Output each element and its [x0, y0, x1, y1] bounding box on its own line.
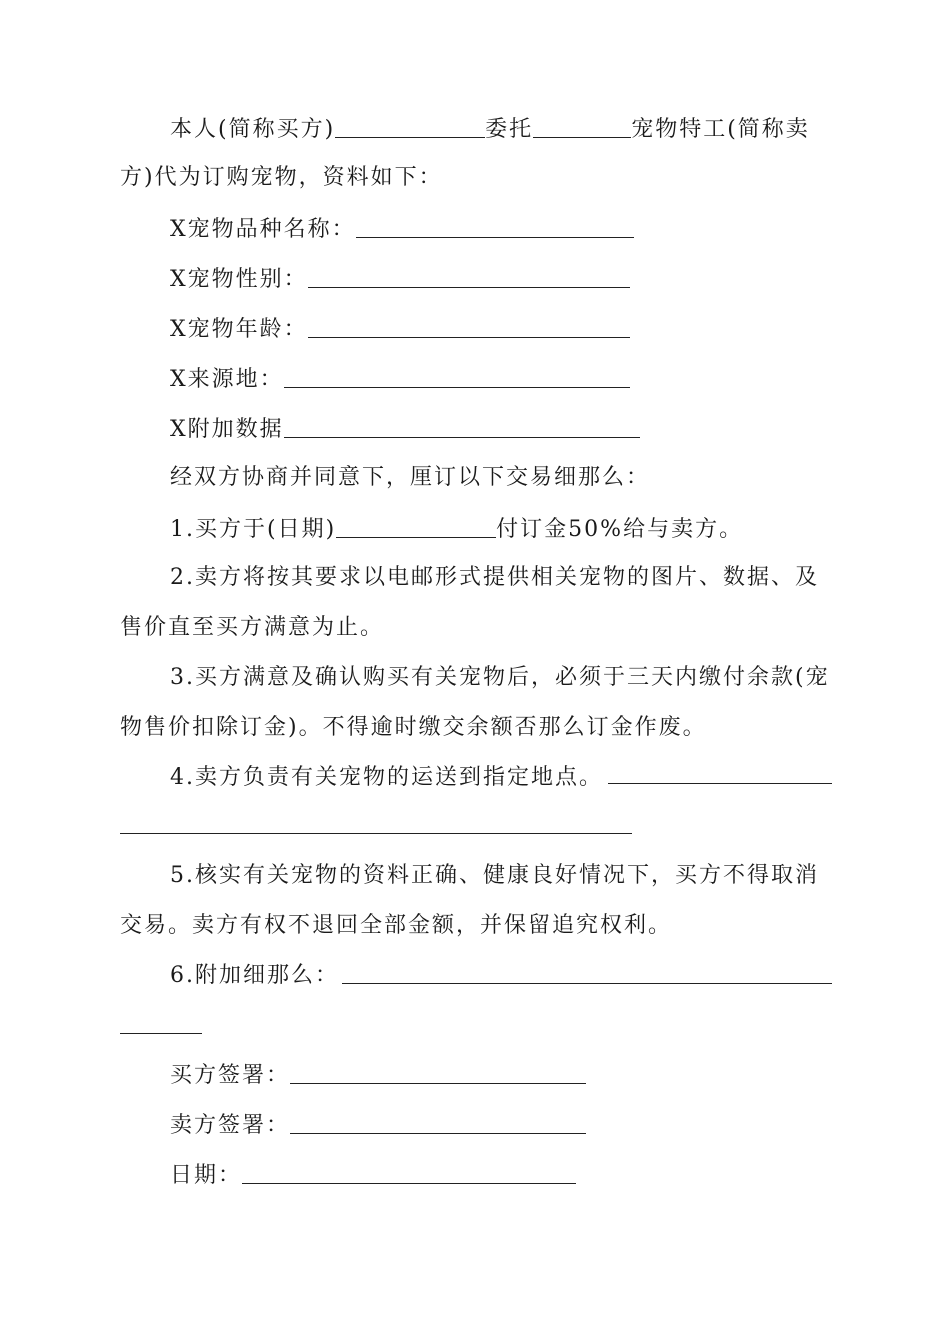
field-breed [170, 213, 634, 243]
seller-signature [170, 1109, 586, 1139]
intro-line-2 [120, 163, 443, 193]
item-2-text-2: 售价直至买方满意为止。 [120, 615, 385, 640]
item-2-line-2 [120, 613, 384, 643]
date-label: 日期： [170, 1163, 243, 1188]
field-origin-blank[interactable] [284, 365, 630, 388]
item-1 [170, 513, 743, 543]
field-origin [170, 363, 630, 393]
seller-signature-blank[interactable] [290, 1111, 586, 1134]
item-5-text-1: 5.核实有关宠物的资料正确、健康良好情况下，买方不得取消 [170, 863, 819, 888]
item-5-text-2: 交易。卖方有权不退回全部金额，并保留追究权利。 [120, 913, 673, 938]
item-2-line-1 [170, 563, 819, 593]
field-breed-label: X宠物品种名称： [170, 217, 356, 242]
intro-line-1 [170, 113, 810, 143]
field-gender-blank[interactable] [308, 265, 630, 288]
buyer-signature [170, 1059, 586, 1089]
item-1-date-blank[interactable] [336, 515, 496, 538]
field-breed-blank[interactable] [356, 215, 634, 238]
date-signature [170, 1159, 576, 1189]
field-age-label: X宠物年龄： [170, 317, 308, 342]
item-5-line-2 [120, 911, 672, 941]
item-4 [170, 763, 603, 793]
date-blank[interactable] [242, 1161, 576, 1184]
item-3-text-1: 3.买方满意及确认购买有关宠物后，必须于三天内缴付余款(宠 [170, 665, 830, 690]
field-gender [170, 263, 630, 293]
field-extra-label: X附加数据 [170, 417, 284, 442]
item-6-blank-2[interactable] [120, 1033, 202, 1034]
agreement-heading-text: 经双方协商并同意下，厘订以下交易细那么： [170, 465, 651, 490]
buyer-signature-label: 买方签署： [170, 1063, 291, 1088]
item-5-line-1 [170, 861, 819, 891]
field-extra-blank[interactable] [284, 415, 640, 438]
item-4-blank-2[interactable] [120, 833, 632, 834]
item-3-text-2: 物售价扣除订金)。不得逾时缴交余额否那么订金作废。 [120, 715, 707, 740]
intro-buyer-label: 本人(简称买方) [170, 117, 336, 142]
agreement-heading [170, 463, 650, 493]
item-6 [170, 961, 339, 991]
item-1-text-b: 付订金50%给与卖方。 [496, 517, 744, 542]
intro-entrust-label: 委托 [485, 117, 534, 142]
field-gender-label: X宠物性别： [170, 267, 308, 292]
buyer-name-blank[interactable] [335, 115, 485, 138]
field-origin-label: X来源地： [170, 367, 284, 392]
item-3-line-2 [120, 713, 707, 743]
item-1-text-a: 1.买方于(日期) [170, 517, 337, 542]
item-4-text: 4.卖方负责有关宠物的运送到指定地点。 [170, 765, 603, 790]
intro-seller-label: 宠物特工(简称卖 [631, 117, 810, 142]
item-2-text-1: 2.卖方将按其要求以电邮形式提供相关宠物的图片、数据、及 [170, 565, 819, 590]
item-6-text: 6.附加细那么： [170, 963, 339, 988]
field-extra [170, 413, 640, 443]
buyer-signature-blank[interactable] [290, 1061, 586, 1084]
seller-name-blank[interactable] [533, 115, 631, 138]
seller-signature-label: 卖方签署： [170, 1113, 291, 1138]
item-6-blank-1[interactable] [342, 983, 832, 984]
item-3-line-1 [170, 663, 830, 693]
intro-text: 方)代为订购宠物，资料如下： [120, 165, 443, 190]
item-4-blank-1[interactable] [608, 783, 832, 784]
field-age [170, 313, 630, 343]
field-age-blank[interactable] [308, 315, 630, 338]
